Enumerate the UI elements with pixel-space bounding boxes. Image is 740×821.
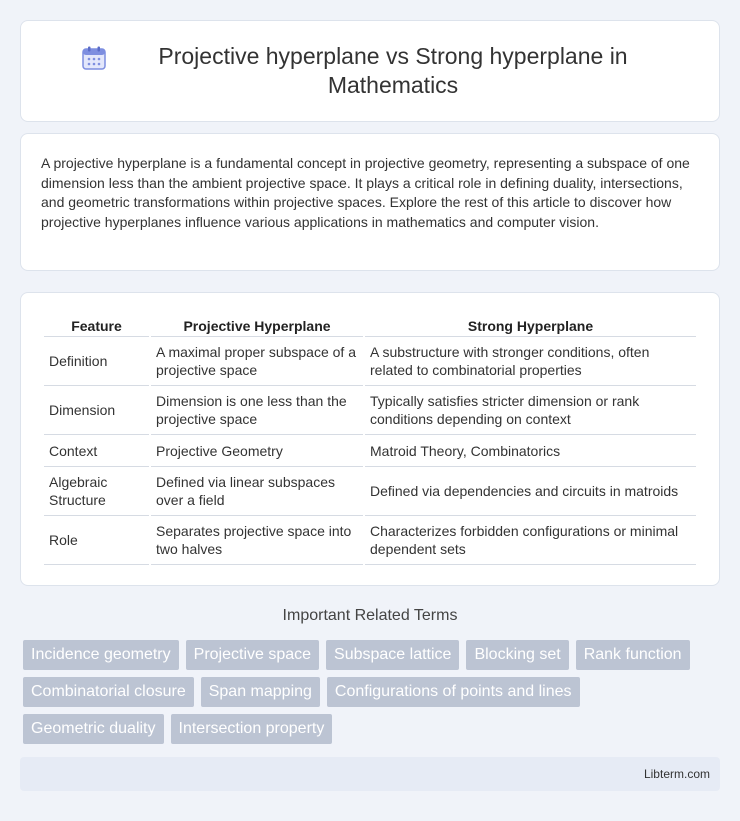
table-row bbox=[44, 435, 696, 467]
table-cell: Algebraic Structure bbox=[44, 467, 149, 516]
comparison-table-card bbox=[20, 292, 720, 586]
table-cell: Projective Geometry bbox=[151, 435, 363, 467]
table-row bbox=[44, 337, 696, 386]
table-cell: Separates projective space into two halves bbox=[151, 516, 363, 565]
table-cell: Characterizes forbidden configurations or minimal dependent sets bbox=[365, 516, 696, 565]
table-cell: Dimension bbox=[44, 386, 149, 435]
related-term-tag[interactable]: Combinatorial closure bbox=[23, 677, 194, 707]
table-cell: A maximal proper subspace of a projective space bbox=[151, 337, 363, 386]
header-strong-hyperplane: Strong Hyperplane bbox=[365, 313, 696, 337]
table-cell: Defined via dependencies and circuits in matroids bbox=[365, 467, 696, 516]
related-terms-list bbox=[23, 640, 713, 744]
table-cell: A substructure with stronger conditions, often related to combinatorial properties bbox=[365, 337, 696, 386]
related-term-tag[interactable]: Incidence geometry bbox=[23, 640, 179, 670]
table-row bbox=[44, 467, 696, 516]
related-term-tag[interactable]: Projective space bbox=[186, 640, 319, 670]
related-term-tag[interactable]: Rank function bbox=[576, 640, 690, 670]
table-cell: Typically satisfies stricter dimension or rank conditions depending on context bbox=[365, 386, 696, 435]
table-cell: Defined via linear subspaces over a field bbox=[151, 467, 363, 516]
table-cell: Definition bbox=[44, 337, 149, 386]
footer bbox=[20, 757, 720, 791]
related-term-tag[interactable]: Intersection property bbox=[171, 714, 333, 744]
comparison-table bbox=[42, 313, 698, 565]
page-title: Projective hyperplane vs Strong hyperplane in Mathematics bbox=[158, 43, 628, 98]
intro-paragraph: A projective hyperplane is a fundamental concept in projective geometry, representing a subspace of one dimension less than the ambient projective space. It plays a critical role in defining duality, intersections, and geometric transformations within projective spaces. Explore the rest of this article to discover how projective hyperplanes influence various applications in mathematics and computer vision. bbox=[41, 155, 690, 230]
related-terms-title: Important Related Terms bbox=[282, 607, 458, 624]
related-term-tag[interactable]: Span mapping bbox=[201, 677, 320, 707]
table-header-row bbox=[44, 313, 696, 337]
calendar-icon bbox=[81, 45, 107, 71]
related-term-tag[interactable]: Geometric duality bbox=[23, 714, 164, 744]
intro-card bbox=[20, 133, 720, 271]
table-row bbox=[44, 516, 696, 565]
header-projective-hyperplane: Projective Hyperplane bbox=[151, 313, 363, 337]
table-cell: Dimension is one less than the projective space bbox=[151, 386, 363, 435]
related-term-tag[interactable]: Blocking set bbox=[466, 640, 568, 670]
header-feature: Feature bbox=[44, 313, 149, 337]
table-cell: Role bbox=[44, 516, 149, 565]
header-card bbox=[20, 20, 720, 122]
footer-brand-link[interactable]: Libterm.com bbox=[643, 767, 710, 781]
table-cell: Matroid Theory, Combinatorics bbox=[365, 435, 696, 467]
related-term-tag[interactable]: Subspace lattice bbox=[326, 640, 459, 670]
table-cell: Context bbox=[44, 435, 149, 467]
table-row bbox=[44, 386, 696, 435]
related-term-tag[interactable]: Configurations of points and lines bbox=[327, 677, 580, 707]
